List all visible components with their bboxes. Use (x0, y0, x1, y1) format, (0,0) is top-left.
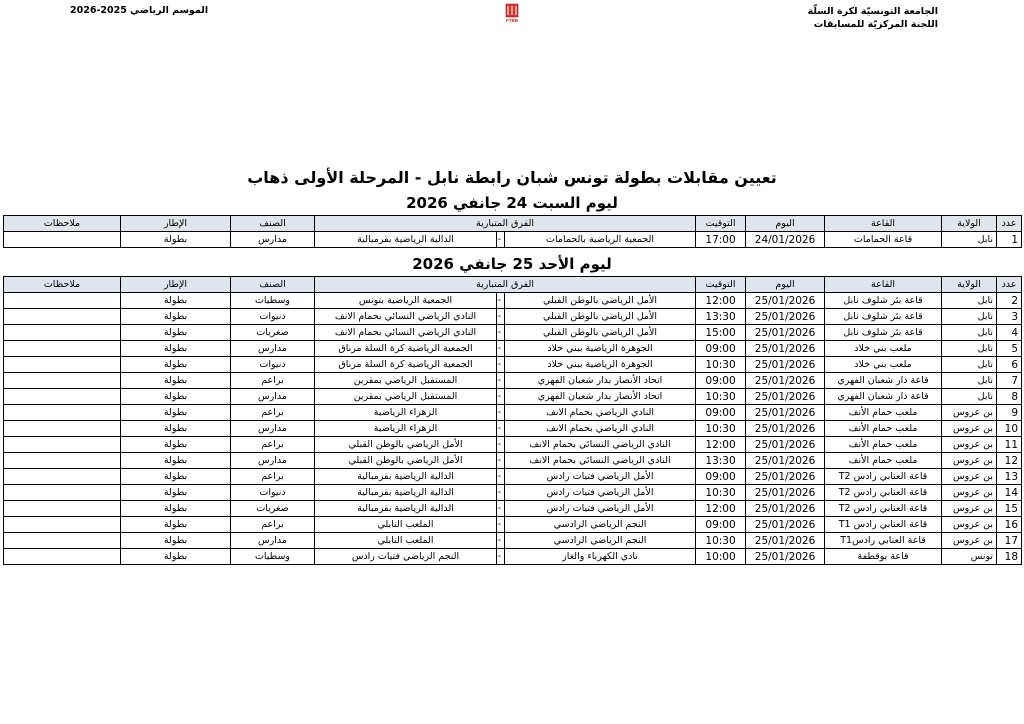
match-frame: بطولة (121, 533, 231, 549)
match-frame: بطولة (121, 389, 231, 405)
match-date: 25/01/2026 (746, 517, 825, 533)
match-away-team: الملعب النابلي (315, 533, 497, 549)
match-wilaya: نابل (942, 293, 997, 309)
match-separator: - (497, 405, 505, 421)
match-row (4, 373, 1022, 389)
match-notes (4, 517, 121, 533)
match-separator: - (497, 501, 505, 517)
match-home-team: الجوهرة الرياضية ببني خلاد (505, 341, 696, 357)
match-notes (4, 405, 121, 421)
match-frame: بطولة (121, 549, 231, 565)
match-notes (4, 453, 121, 469)
match-away-team: النادي الرياضي النسائي بحمام الانف (315, 325, 497, 341)
match-away-team: النجم الرياضي فتيات رادس (315, 549, 497, 565)
match-number: 13 (997, 469, 1022, 485)
match-away-team: الجمعية الرياضية كرة السلة مرناق (315, 341, 497, 357)
match-venue: قاعة العنابي رادس T2 (825, 469, 942, 485)
match-row (4, 357, 1022, 373)
col-header-frame: الإطار (121, 277, 231, 293)
match-date: 24/01/2026 (746, 232, 825, 248)
match-number: 17 (997, 533, 1022, 549)
match-away-team: الدالية الرياضية بقرمبالية (315, 485, 497, 501)
match-wilaya: بن عروس (942, 533, 997, 549)
col-header-day: اليوم (746, 216, 825, 232)
match-number: 2 (997, 293, 1022, 309)
logo-text: FTBB (506, 18, 518, 23)
col-header-number: عدد (997, 216, 1022, 232)
match-home-team: الأمل الرياضي فتيات رادس (505, 469, 696, 485)
match-row (4, 389, 1022, 405)
match-frame: بطولة (121, 517, 231, 533)
match-date: 25/01/2026 (746, 373, 825, 389)
match-category: براعم (231, 437, 315, 453)
match-category: وسطيات (231, 293, 315, 309)
match-home-team: الجمعية الرياضية بالحمامات (505, 232, 696, 248)
match-time: 10:30 (696, 421, 746, 437)
match-venue: ملعب بني خلاد (825, 341, 942, 357)
match-date: 25/01/2026 (746, 549, 825, 565)
match-separator: - (497, 373, 505, 389)
match-venue: قاعة بوقطفة (825, 549, 942, 565)
match-notes (4, 293, 121, 309)
match-row (4, 533, 1022, 549)
table-header-row (4, 216, 1022, 232)
match-home-team: نادي الكهرباء والغاز (505, 549, 696, 565)
match-notes (4, 357, 121, 373)
match-date: 25/01/2026 (746, 389, 825, 405)
match-time: 10:00 (696, 549, 746, 565)
match-category: براعم (231, 405, 315, 421)
match-category: مدارس (231, 232, 315, 248)
match-date: 25/01/2026 (746, 421, 825, 437)
match-wilaya: بن عروس (942, 501, 997, 517)
match-wilaya: بن عروس (942, 453, 997, 469)
match-category: مدارس (231, 389, 315, 405)
day-title-saturday: ليوم السبت 24 جانفي 2026 (406, 194, 618, 212)
match-number: 16 (997, 517, 1022, 533)
match-wilaya: بن عروس (942, 517, 997, 533)
match-number: 7 (997, 373, 1022, 389)
match-away-team: الدالية الرياضية بقرمبالية (315, 501, 497, 517)
match-venue: ملعب حمام الأنف (825, 437, 942, 453)
match-time: 12:00 (696, 437, 746, 453)
match-wilaya: نابل (942, 232, 997, 248)
match-notes (4, 469, 121, 485)
match-separator: - (497, 421, 505, 437)
match-time: 13:30 (696, 309, 746, 325)
match-frame: بطولة (121, 453, 231, 469)
match-notes (4, 341, 121, 357)
match-frame: بطولة (121, 309, 231, 325)
match-frame: بطولة (121, 501, 231, 517)
col-header-category: الصنف (231, 216, 315, 232)
match-time: 09:00 (696, 341, 746, 357)
match-home-team: النادي الرياضي النسائي بحمام الانف (505, 453, 696, 469)
match-time: 09:00 (696, 469, 746, 485)
match-home-team: الأمل الرياضي بالوطن القبلي (505, 293, 696, 309)
match-number: 5 (997, 341, 1022, 357)
match-separator: - (497, 389, 505, 405)
day-title-sunday: ليوم الأحد 25 جانفي 2026 (412, 255, 612, 273)
match-category: دنيوات (231, 309, 315, 325)
match-separator: - (497, 293, 505, 309)
match-home-team: الأمل الرياضي بالوطن القبلي (505, 309, 696, 325)
match-wilaya: بن عروس (942, 469, 997, 485)
schedule-table-sunday (3, 276, 1022, 565)
schedule-table-saturday (3, 215, 1022, 248)
match-wilaya: نابل (942, 309, 997, 325)
match-wilaya: نابل (942, 373, 997, 389)
match-wilaya: نابل (942, 325, 997, 341)
match-date: 25/01/2026 (746, 357, 825, 373)
match-time: 10:30 (696, 357, 746, 373)
match-away-team: الملعب النابلي (315, 517, 497, 533)
match-category: براعم (231, 373, 315, 389)
match-row (4, 517, 1022, 533)
match-number: 12 (997, 453, 1022, 469)
match-home-team: النادي الرياضي بحمام الانف (505, 421, 696, 437)
match-home-team: النجم الرياضي الرادسي (505, 533, 696, 549)
match-frame: بطولة (121, 293, 231, 309)
match-row (4, 437, 1022, 453)
match-row (4, 232, 1022, 248)
match-notes (4, 501, 121, 517)
match-away-team: النادي الرياضي النسائي بحمام الانف (315, 309, 497, 325)
match-date: 25/01/2026 (746, 501, 825, 517)
match-away-team: المستقبل الرياضي بمقرين (315, 373, 497, 389)
match-notes (4, 232, 121, 248)
col-header-number: عدد (997, 277, 1022, 293)
match-time: 15:00 (696, 325, 746, 341)
match-time: 10:30 (696, 485, 746, 501)
match-frame: بطولة (121, 485, 231, 501)
match-venue: قاعة الحمامات (825, 232, 942, 248)
match-row (4, 501, 1022, 517)
match-home-team: النادي الرياضي بحمام الانف (505, 405, 696, 421)
match-row (4, 325, 1022, 341)
match-separator: - (497, 232, 505, 248)
match-notes (4, 533, 121, 549)
match-separator: - (497, 325, 505, 341)
match-category: مدارس (231, 341, 315, 357)
match-home-team: الأمل الرياضي بالوطن القبلي (505, 325, 696, 341)
match-wilaya: بن عروس (942, 421, 997, 437)
match-home-team: الأمل الرياضي فتيات رادس (505, 501, 696, 517)
col-header-day: اليوم (746, 277, 825, 293)
col-header-notes: ملاحظات (4, 216, 121, 232)
match-time: 10:30 (696, 533, 746, 549)
match-separator: - (497, 341, 505, 357)
match-home-team: الأمل الرياضي فتيات رادس (505, 485, 696, 501)
match-date: 25/01/2026 (746, 293, 825, 309)
match-row (4, 549, 1022, 565)
table-header-row (4, 277, 1022, 293)
match-notes (4, 309, 121, 325)
match-separator: - (497, 533, 505, 549)
match-number: 15 (997, 501, 1022, 517)
match-notes (4, 421, 121, 437)
match-away-team: الأمل الرياضي بالوطن القبلي (315, 437, 497, 453)
match-row (4, 309, 1022, 325)
match-frame: بطولة (121, 341, 231, 357)
match-date: 25/01/2026 (746, 405, 825, 421)
match-separator: - (497, 357, 505, 373)
match-frame: بطولة (121, 405, 231, 421)
match-number: 10 (997, 421, 1022, 437)
match-venue: قاعة العنابي رادس T2 (825, 501, 942, 517)
match-category: مدارس (231, 533, 315, 549)
col-header-teams: الفرق المتبارية (315, 277, 696, 293)
match-separator: - (497, 469, 505, 485)
match-time: 12:00 (696, 293, 746, 309)
col-header-wilaya: الولاية (942, 277, 997, 293)
match-time: 17:00 (696, 232, 746, 248)
match-frame: بطولة (121, 357, 231, 373)
match-venue: قاعة العنابي رادسT1 (825, 533, 942, 549)
match-notes (4, 325, 121, 341)
match-home-team: اتحاد الأنصار بدار شعبان الفهري (505, 373, 696, 389)
match-venue: قاعة دار شعبان الفهري (825, 373, 942, 389)
committee-name: اللجنة المركزيّة للمسابقات (813, 19, 938, 30)
match-number: 3 (997, 309, 1022, 325)
col-header-teams: الفرق المتبارية (315, 216, 696, 232)
ftbb-logo (503, 3, 521, 25)
match-away-team: الزهراء الرياضية (315, 405, 497, 421)
match-row (4, 341, 1022, 357)
match-date: 25/01/2026 (746, 325, 825, 341)
match-frame: بطولة (121, 232, 231, 248)
match-category: براعم (231, 469, 315, 485)
match-venue: ملعب حمام الأنف (825, 405, 942, 421)
match-number: 8 (997, 389, 1022, 405)
col-header-frame: الإطار (121, 216, 231, 232)
match-venue: قاعة العنابي رادس T1 (825, 517, 942, 533)
match-notes (4, 437, 121, 453)
match-notes (4, 373, 121, 389)
col-header-wilaya: الولاية (942, 216, 997, 232)
match-wilaya: نابل (942, 357, 997, 373)
match-row (4, 405, 1022, 421)
match-notes (4, 485, 121, 501)
match-date: 25/01/2026 (746, 453, 825, 469)
match-number: 1 (997, 232, 1022, 248)
match-category: براعم (231, 517, 315, 533)
match-time: 09:00 (696, 373, 746, 389)
match-separator: - (497, 453, 505, 469)
match-separator: - (497, 485, 505, 501)
match-separator: - (497, 437, 505, 453)
match-category: صغريات (231, 325, 315, 341)
match-time: 13:30 (696, 453, 746, 469)
match-away-team: الجمعية الرياضية بتونس (315, 293, 497, 309)
col-header-time: التوقيت (696, 216, 746, 232)
match-time: 09:00 (696, 517, 746, 533)
match-number: 6 (997, 357, 1022, 373)
match-away-team: الدالية الرياضية بقرمبالية (315, 469, 497, 485)
match-home-team: الجوهرة الرياضية ببني خلاد (505, 357, 696, 373)
match-venue: ملعب حمام الأنف (825, 453, 942, 469)
match-venue: ملعب بني خلاد (825, 357, 942, 373)
header-federation-block (808, 5, 938, 31)
match-time: 09:00 (696, 405, 746, 421)
match-away-team: الدالية الرياضية بقرمبالية (315, 232, 497, 248)
match-away-team: الزهراء الرياضية (315, 421, 497, 437)
col-header-notes: ملاحظات (4, 277, 121, 293)
match-away-team: الأمل الرياضي بالوطن القبلي (315, 453, 497, 469)
match-date: 25/01/2026 (746, 437, 825, 453)
match-home-team: اتحاد الأنصار بدار شعبان الفهري (505, 389, 696, 405)
match-row (4, 293, 1022, 309)
match-separator: - (497, 549, 505, 565)
match-separator: - (497, 309, 505, 325)
match-venue: ملعب حمام الأنف (825, 421, 942, 437)
match-notes (4, 549, 121, 565)
federation-name: الجامعة التونسيّة لكرة السلّة (807, 6, 938, 17)
match-time: 12:00 (696, 501, 746, 517)
match-number: 11 (997, 437, 1022, 453)
match-number: 18 (997, 549, 1022, 565)
match-away-team: الجمعية الرياضية كرة السلة مرناق (315, 357, 497, 373)
match-venue: قاعة بئر شلوف نابل (825, 309, 942, 325)
match-wilaya: بن عروس (942, 437, 997, 453)
match-row (4, 421, 1022, 437)
match-category: وسطيات (231, 549, 315, 565)
match-home-team: النادي الرياضي النسائي بحمام الانف (505, 437, 696, 453)
match-date: 25/01/2026 (746, 485, 825, 501)
match-frame: بطولة (121, 437, 231, 453)
match-category: دنيوات (231, 485, 315, 501)
col-header-venue: القاعة (825, 277, 942, 293)
match-frame: بطولة (121, 469, 231, 485)
match-notes (4, 389, 121, 405)
match-wilaya: بن عروس (942, 485, 997, 501)
match-category: دنيوات (231, 357, 315, 373)
col-header-venue: القاعة (825, 216, 942, 232)
match-time: 10:30 (696, 389, 746, 405)
match-venue: قاعة بئر شلوف نابل (825, 325, 942, 341)
match-wilaya: بن عروس (942, 405, 997, 421)
match-venue: قاعة العنابي رادس T2 (825, 485, 942, 501)
match-wilaya: نابل (942, 389, 997, 405)
match-home-team: النجم الرياضي الرادسي (505, 517, 696, 533)
match-number: 14 (997, 485, 1022, 501)
match-venue: قاعة بئر شلوف نابل (825, 293, 942, 309)
match-wilaya: نابل (942, 341, 997, 357)
match-separator: - (497, 517, 505, 533)
match-frame: بطولة (121, 373, 231, 389)
col-header-time: التوقيت (696, 277, 746, 293)
match-away-team: المستقبل الرياضي بمقرين (315, 389, 497, 405)
match-row (4, 469, 1022, 485)
match-wilaya: تونس (942, 549, 997, 565)
match-number: 9 (997, 405, 1022, 421)
match-date: 25/01/2026 (746, 341, 825, 357)
col-header-category: الصنف (231, 277, 315, 293)
match-number: 4 (997, 325, 1022, 341)
match-frame: بطولة (121, 421, 231, 437)
page-title: تعيين مقابلات بطولة تونس شبان رابطة نابل - المرحلة الأولى ذهاب (247, 168, 777, 187)
match-category: مدارس (231, 453, 315, 469)
season-label: الموسم الرياضي 2025-2026 (70, 5, 209, 16)
match-row (4, 453, 1022, 469)
match-row (4, 485, 1022, 501)
match-category: مدارس (231, 421, 315, 437)
match-date: 25/01/2026 (746, 533, 825, 549)
match-venue: قاعة دار شعبان الفهري (825, 389, 942, 405)
match-date: 25/01/2026 (746, 309, 825, 325)
match-category: صغريات (231, 501, 315, 517)
match-frame: بطولة (121, 325, 231, 341)
match-date: 25/01/2026 (746, 469, 825, 485)
